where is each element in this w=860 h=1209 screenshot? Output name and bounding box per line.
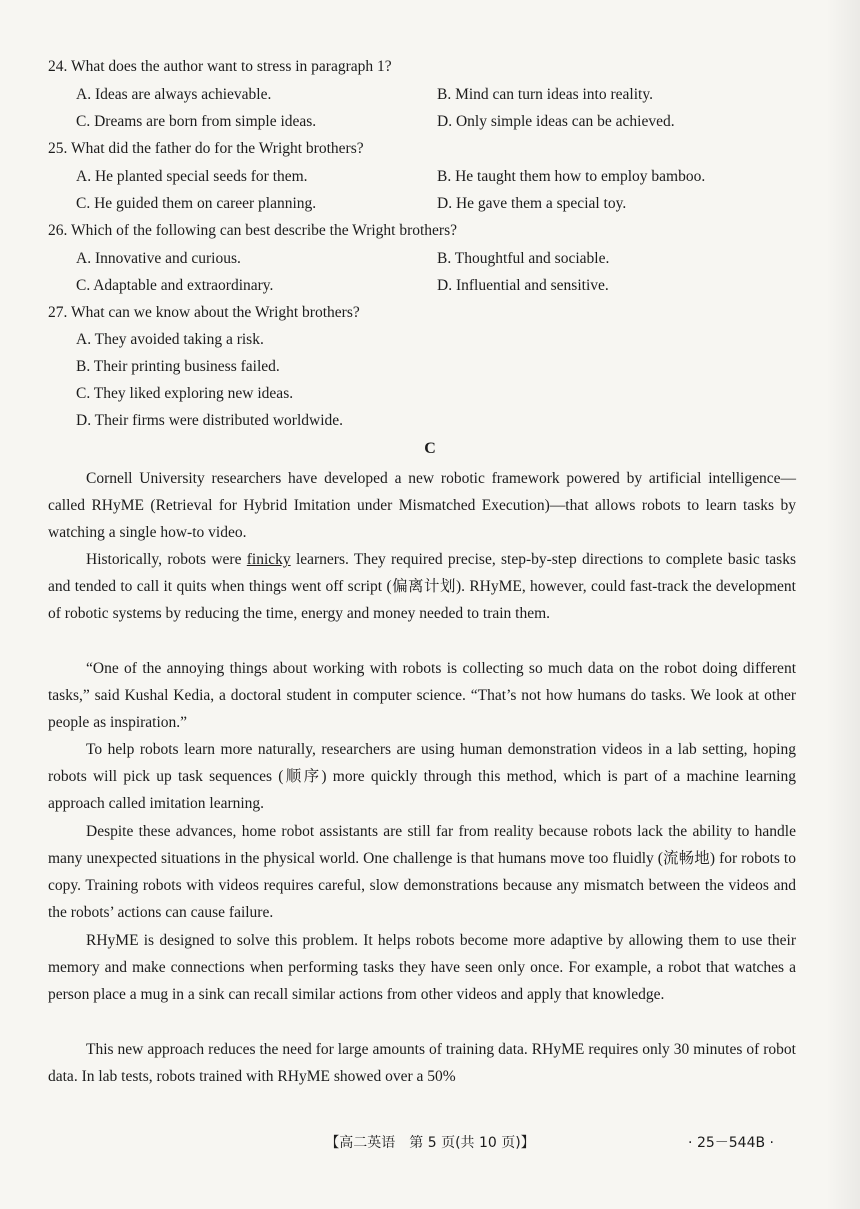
question-24-option-d: D. Only simple ideas can be achieved.	[437, 113, 675, 130]
question-27-stem: 27. What can we know about the Wright brothers?	[48, 304, 360, 321]
passage-paragraph-2	[48, 546, 796, 627]
question-27-option-b: B. Their printing business failed.	[76, 358, 280, 375]
question-24-stem: 24. What does the author want to stress in paragraph 1?	[48, 58, 392, 75]
question-25-option-d: D. He gave them a special toy.	[437, 195, 627, 212]
paragraph-2-text-start: Historically, robots were	[86, 551, 247, 568]
passage-paragraph-3: “One of the annoying things about working with robots is collecting so much data on the robot doing different tasks,” said Kushal Kedia, a doctoral student in computer science. “That’s not how humans do tasks. We look at other people as inspiration.”	[48, 660, 796, 731]
page-edge-shadow	[826, 0, 860, 1209]
paragraph-2-text-end: learners. They required precise, step-by-step directions to complete basic tasks and tended to call it quits when things went off script (偏离计划). RHyME, however, could fast-track the development of robotic systems by reducing the time, energy and money needed to train them.	[48, 551, 796, 622]
question-25-stem: 25. What did the father do for the Wright brothers?	[48, 140, 364, 157]
question-25-option-c: C. He guided them on career planning.	[76, 195, 317, 212]
passage-paragraph-4: To help robots learn more naturally, researchers are using human demonstration videos in a lab setting, hoping robots will pick up task sequences (顺序) more quickly through this method, which is part of a machine learning approach called imitation learning.	[48, 741, 796, 812]
question-26-stem: 26. Which of the following can best describe the Wright brothers?	[48, 222, 458, 239]
question-24-option-c: C. Dreams are born from simple ideas.	[76, 113, 317, 130]
question-26-option-c: C. Adaptable and extraordinary.	[76, 277, 274, 294]
question-24-option-b: B. Mind can turn ideas into reality.	[437, 86, 653, 103]
question-27-option-c: C. They liked exploring new ideas.	[76, 385, 294, 402]
passage-paragraph-7: This new approach reduces the need for large amounts of training data. RHyME requires only 30 minutes of robot data. In lab tests, robots trained with RHyME showed over a 50%	[48, 1041, 796, 1085]
page-footer-label: 【高二英语 第 5 页(共 10 页)】	[325, 1135, 535, 1151]
question-27-option-d: D. Their firms were distributed worldwide.	[76, 412, 344, 429]
question-25-option-a: A. He planted special seeds for them.	[76, 168, 308, 185]
question-25-option-b: B. He taught them how to employ bamboo.	[437, 168, 706, 185]
page-footer-code: · 25－544B ·	[688, 1135, 774, 1151]
passage-paragraph-6: RHyME is designed to solve this problem. It helps robots become more adaptive by allowing them to use their memory and make connections when performing tasks they have seen only once. For example, a robot that watches a person place a mug in a sink can recall similar actions from other videos and apply that knowledge.	[48, 932, 796, 1003]
underlined-word-finicky: finicky	[246, 551, 291, 568]
section-heading-c: C	[424, 440, 436, 457]
question-27-option-a: A. They avoided taking a risk.	[76, 331, 264, 348]
passage-paragraph-1: Cornell University researchers have developed a new robotic framework powered by artificial intelligence—called RHyME (Retrieval for Hybrid Imitation under Mismatched Execution)—that allows robots to learn tasks by watching a single how-to video.	[48, 470, 796, 541]
question-26-option-a: A. Innovative and curious.	[76, 250, 241, 267]
question-24-option-a: A. Ideas are always achievable.	[76, 86, 272, 103]
question-26-option-b: B. Thoughtful and sociable.	[437, 250, 610, 267]
question-26-option-d: D. Influential and sensitive.	[437, 277, 609, 294]
passage-paragraph-5: Despite these advances, home robot assistants are still far from reality because robots lack the ability to handle many unexpected situations in the physical world. One challenge is that humans move too fluidly (流畅地) for robots to copy. Training robots with videos requires careful, slow demonstrations because any mismatch between the videos and the robots’ actions can cause failure.	[48, 823, 796, 921]
